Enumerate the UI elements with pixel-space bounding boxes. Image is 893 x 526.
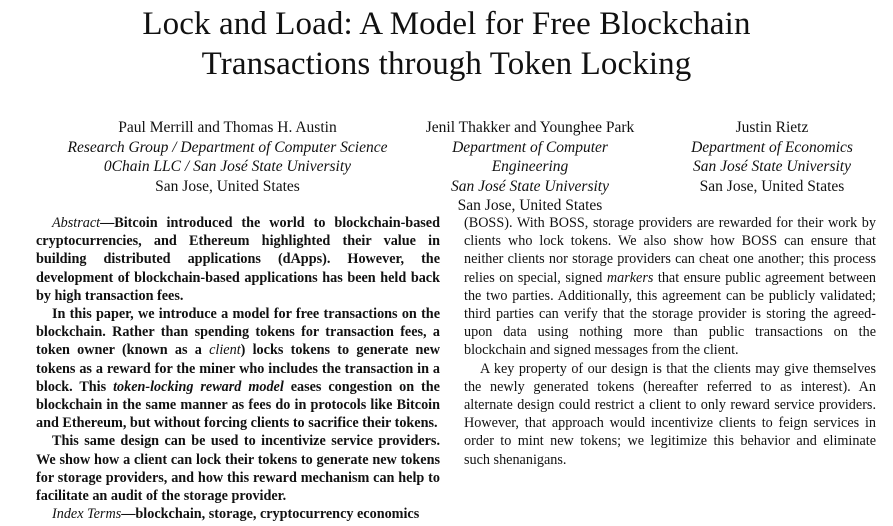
- author-affiliation: Department of Economics: [691, 138, 853, 156]
- author-affiliation: San José State University: [693, 158, 851, 175]
- index-terms: Index Terms—blockchain, storage, cryptocurrency economics: [52, 506, 420, 523]
- body-paragraph-1: (BOSS). With BOSS, storage providers are rewarded for their work by clients who lock tokens. We also show how BOSS can ensure that neither clients nor storage providers can cheat one another; this process relies on special, signed markers that ensure public agreement between the two parties. Additionally, this agreement can be publicly validated; third parties can verify that the storage provider is storing the agreed-upon data using nothing more than public transactions on the blockchain and signed messages from the client.: [464, 215, 876, 359]
- index-terms-label: Index Terms: [52, 506, 122, 523]
- term-token-locking-reward-model: token-locking reward model: [113, 378, 284, 395]
- author-names: Jenil Thakker and Younghee Park: [425, 119, 635, 136]
- abstract-column: [36, 214, 440, 523]
- body-paragraph-2: A key property of our design is that the clients may give themselves the newly generated tokens (hereafter referred to as interest). An alternate design could restrict a client to only reward service providers. However, that approach would incentivize clients to feign services in order to mint new tokens; we legitimize this behavior and eliminate such shenanigans.: [464, 360, 876, 468]
- title-line-1: Lock and Load: A Model for Free Blockchain: [142, 6, 751, 42]
- author-location: San Jose, United States: [699, 177, 845, 195]
- author-location: San Jose, United States: [457, 197, 603, 214]
- abstract-paragraph-1: Abstract—Bitcoin introduced the world to blockchain-based cryptocurrencies, and Ethereum highlighted their value in building distributed applications (dApps). However, the development of blockchain-based applications has been held back by high transaction fees.: [36, 215, 440, 304]
- term-markers: markers: [606, 269, 654, 286]
- author-affiliation: San José State University: [451, 177, 609, 195]
- author-affiliation: Research Group / Department of Computer Science: [67, 138, 388, 156]
- author-block-1: [50, 118, 405, 196]
- term-client: client: [209, 342, 241, 359]
- author-affiliation: Department of Computer Engineering: [452, 138, 608, 175]
- title-line-2: Transactions through Token Locking: [201, 46, 692, 82]
- paper-title: [0, 4, 893, 84]
- author-block-2: [412, 118, 648, 216]
- intro-column: [464, 214, 876, 469]
- abstract-label: Abstract: [52, 215, 101, 231]
- author-affiliation: 0Chain LLC / San José State University: [103, 158, 352, 175]
- author-names: Justin Rietz: [735, 119, 809, 136]
- author-block-3: [682, 118, 862, 196]
- abstract-paragraph-2: In this paper, we introduce a model for free transactions on the blockchain. Rather than spending tokens for transaction fees, a token owner (known as a client) locks tokens to generate new tokens as a reward for the miner who includes the transaction in a block. This token-locking reward model eases congestion on the blockchain in the same manner as fees do in protocols like Bitcoin and Ethereum, but without forcing clients to sacrifice their tokens.: [36, 306, 440, 432]
- abstract-paragraph-3: This same design can be used to incentivize service providers. We show how a client can lock their tokens to generate new tokens for storage providers, and how this reward mechanism can help to facilitate an audit of the storage provider.: [36, 433, 440, 505]
- author-names: Paul Merrill and Thomas H. Austin: [118, 119, 337, 136]
- author-location: San Jose, United States: [155, 177, 300, 195]
